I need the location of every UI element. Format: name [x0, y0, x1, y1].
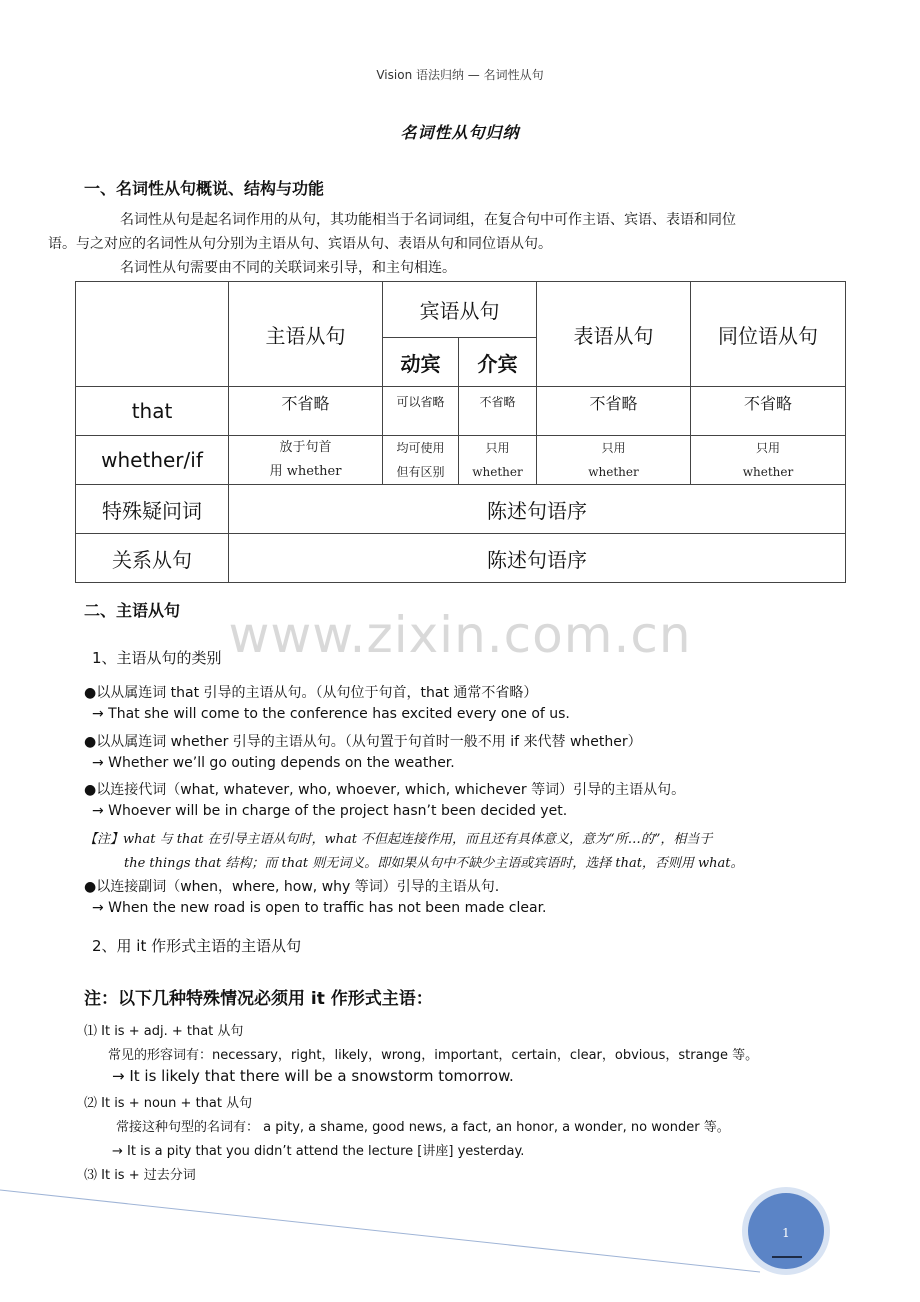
section1-heading: 一、名词性从句概说、结构与功能: [84, 179, 325, 198]
cell-line: 放于句首: [279, 440, 332, 455]
cell-line: whether: [472, 465, 523, 479]
case-heading: ⑶ It is + 过去分词: [84, 1168, 196, 1183]
footer-line: [0, 1190, 760, 1272]
case-description: 常接这种句型的名词有： a pity, a shame, good news, a fact, an honor, a wonder, no wonder 等。: [116, 1120, 730, 1135]
bullet-item: ●以从属连词 that 引导的主语从句。（从句位于句首，that 通常不省略）: [84, 685, 538, 701]
section2-heading: 二、主语从句: [84, 601, 181, 620]
cell-line: 只用: [755, 441, 780, 455]
cell-merged: 陈述句语序: [229, 485, 846, 534]
header-object-clause: 宾语从句: [383, 282, 537, 338]
cell-line: whether: [742, 465, 794, 479]
section1-paragraph: [48, 208, 844, 256]
example-sentence: → That she will come to the conference has excited every one of us.: [92, 706, 570, 722]
table-row: [76, 485, 846, 534]
cell-line: 但有区别: [396, 465, 445, 479]
cell-line: 只用: [601, 441, 626, 455]
header-subject-clause: 主语从句: [229, 282, 383, 387]
page-number-underline: [772, 1256, 802, 1258]
table-row: [76, 534, 846, 583]
section1-paragraph-2: 名词性从句需要由不同的关联词来引导，和主句相连。: [120, 260, 456, 276]
subsection-heading: 2、用 it 作形式主语的主语从句: [92, 937, 302, 955]
table-row: [76, 387, 846, 436]
header-appositive-clause: 同位语从句: [691, 282, 846, 387]
example-sentence: → Whoever will be in charge of the project hasn’t been decided yet.: [92, 803, 568, 819]
cell-merged: 陈述句语序: [229, 534, 846, 583]
row-label-relative: 关系从句: [76, 534, 229, 583]
cell-line: whether: [588, 465, 639, 479]
cell-predicative: 不省略: [537, 387, 691, 436]
cell-subject: [229, 436, 383, 485]
case-heading: ⑴ It is + adj. + that 从句: [84, 1024, 244, 1039]
row-label-whether-if: whether/if: [76, 436, 229, 485]
page-header: Vision 语法归纳 — 名词性从句: [376, 68, 544, 82]
page-number: 1: [782, 1226, 790, 1240]
clause-summary-table: [75, 281, 846, 583]
example-sentence: → It is likely that there will be a snowstorm tomorrow.: [112, 1067, 514, 1085]
cell-verb-object: 可以省略: [383, 387, 459, 436]
bullet-item: ●以连接代词（what, whatever, who, whoever, which, whichever 等词）引导的主语从句。: [84, 782, 686, 798]
note-line: 【注】what 与 that 在引导主语从句时，what 不但起连接作用，而且还有具体意义，意为“所…的”，相当于: [84, 832, 713, 847]
cell-verb-object: [383, 436, 459, 485]
cell-line: 均可使用: [396, 441, 445, 455]
example-sentence: → It is a pity that you didn’t attend the lecture [讲座] yesterday.: [112, 1144, 525, 1159]
case-heading: ⑵ It is + noun + that 从句: [84, 1096, 253, 1111]
cell-predicative: [537, 436, 691, 485]
bullet-item: ●以从属连词 whether 引导的主语从句。（从句置于句首时一般不用 if 来代替 whether）: [84, 734, 642, 750]
cell-appositive: [691, 436, 846, 485]
cell-prep-object: 不省略: [459, 387, 537, 436]
example-sentence: → Whether we’ll go outing depends on the weather.: [92, 755, 455, 771]
case-description: 常见的形容词有：necessary，right，likely，wrong，important，certain，clear，obvious，strange 等。: [108, 1048, 759, 1063]
watermark: www.zixin.com.cn: [228, 606, 692, 664]
cell-subject: 不省略: [229, 387, 383, 436]
section3-heading: 注：以下几种特殊情况必须用 it 作形式主语：: [84, 989, 433, 1009]
example-sentence: → When the new road is open to traffic has not been made clear.: [92, 900, 547, 916]
table-corner: [76, 282, 229, 387]
subsection-heading: 1、主语从句的类别: [92, 649, 222, 667]
note-line: the things that 结构；而 that 则无词义。即如果从句中不缺少主语或宾语时，选择 that，否则用 what。: [124, 856, 744, 871]
header-prep-object: 介宾: [459, 338, 537, 387]
table-row: [76, 436, 846, 485]
bullet-item: ●以连接副词（when，where, how, why 等词）引导的主语从句.: [84, 879, 500, 895]
cell-line: 用 whether: [269, 464, 342, 479]
cell-appositive: 不省略: [691, 387, 846, 436]
paragraph-line: 语。与之对应的名词性从句分别为主语从句、宾语从句、表语从句和同位语从句。: [48, 236, 552, 252]
cell-prep-object: [459, 436, 537, 485]
header-verb-object: 动宾: [383, 338, 459, 387]
row-label-wh-words: 特殊疑问词: [76, 485, 229, 534]
document-title: 名词性从句归纳: [400, 123, 520, 142]
header-predicative-clause: 表语从句: [537, 282, 691, 387]
cell-line: 只用: [485, 441, 510, 455]
paragraph-line: 名词性从句是起名词作用的从句，其功能相当于名词词组，在复合句中可作主语、宾语、表语和同位: [120, 212, 736, 228]
row-label-that: that: [76, 387, 229, 436]
